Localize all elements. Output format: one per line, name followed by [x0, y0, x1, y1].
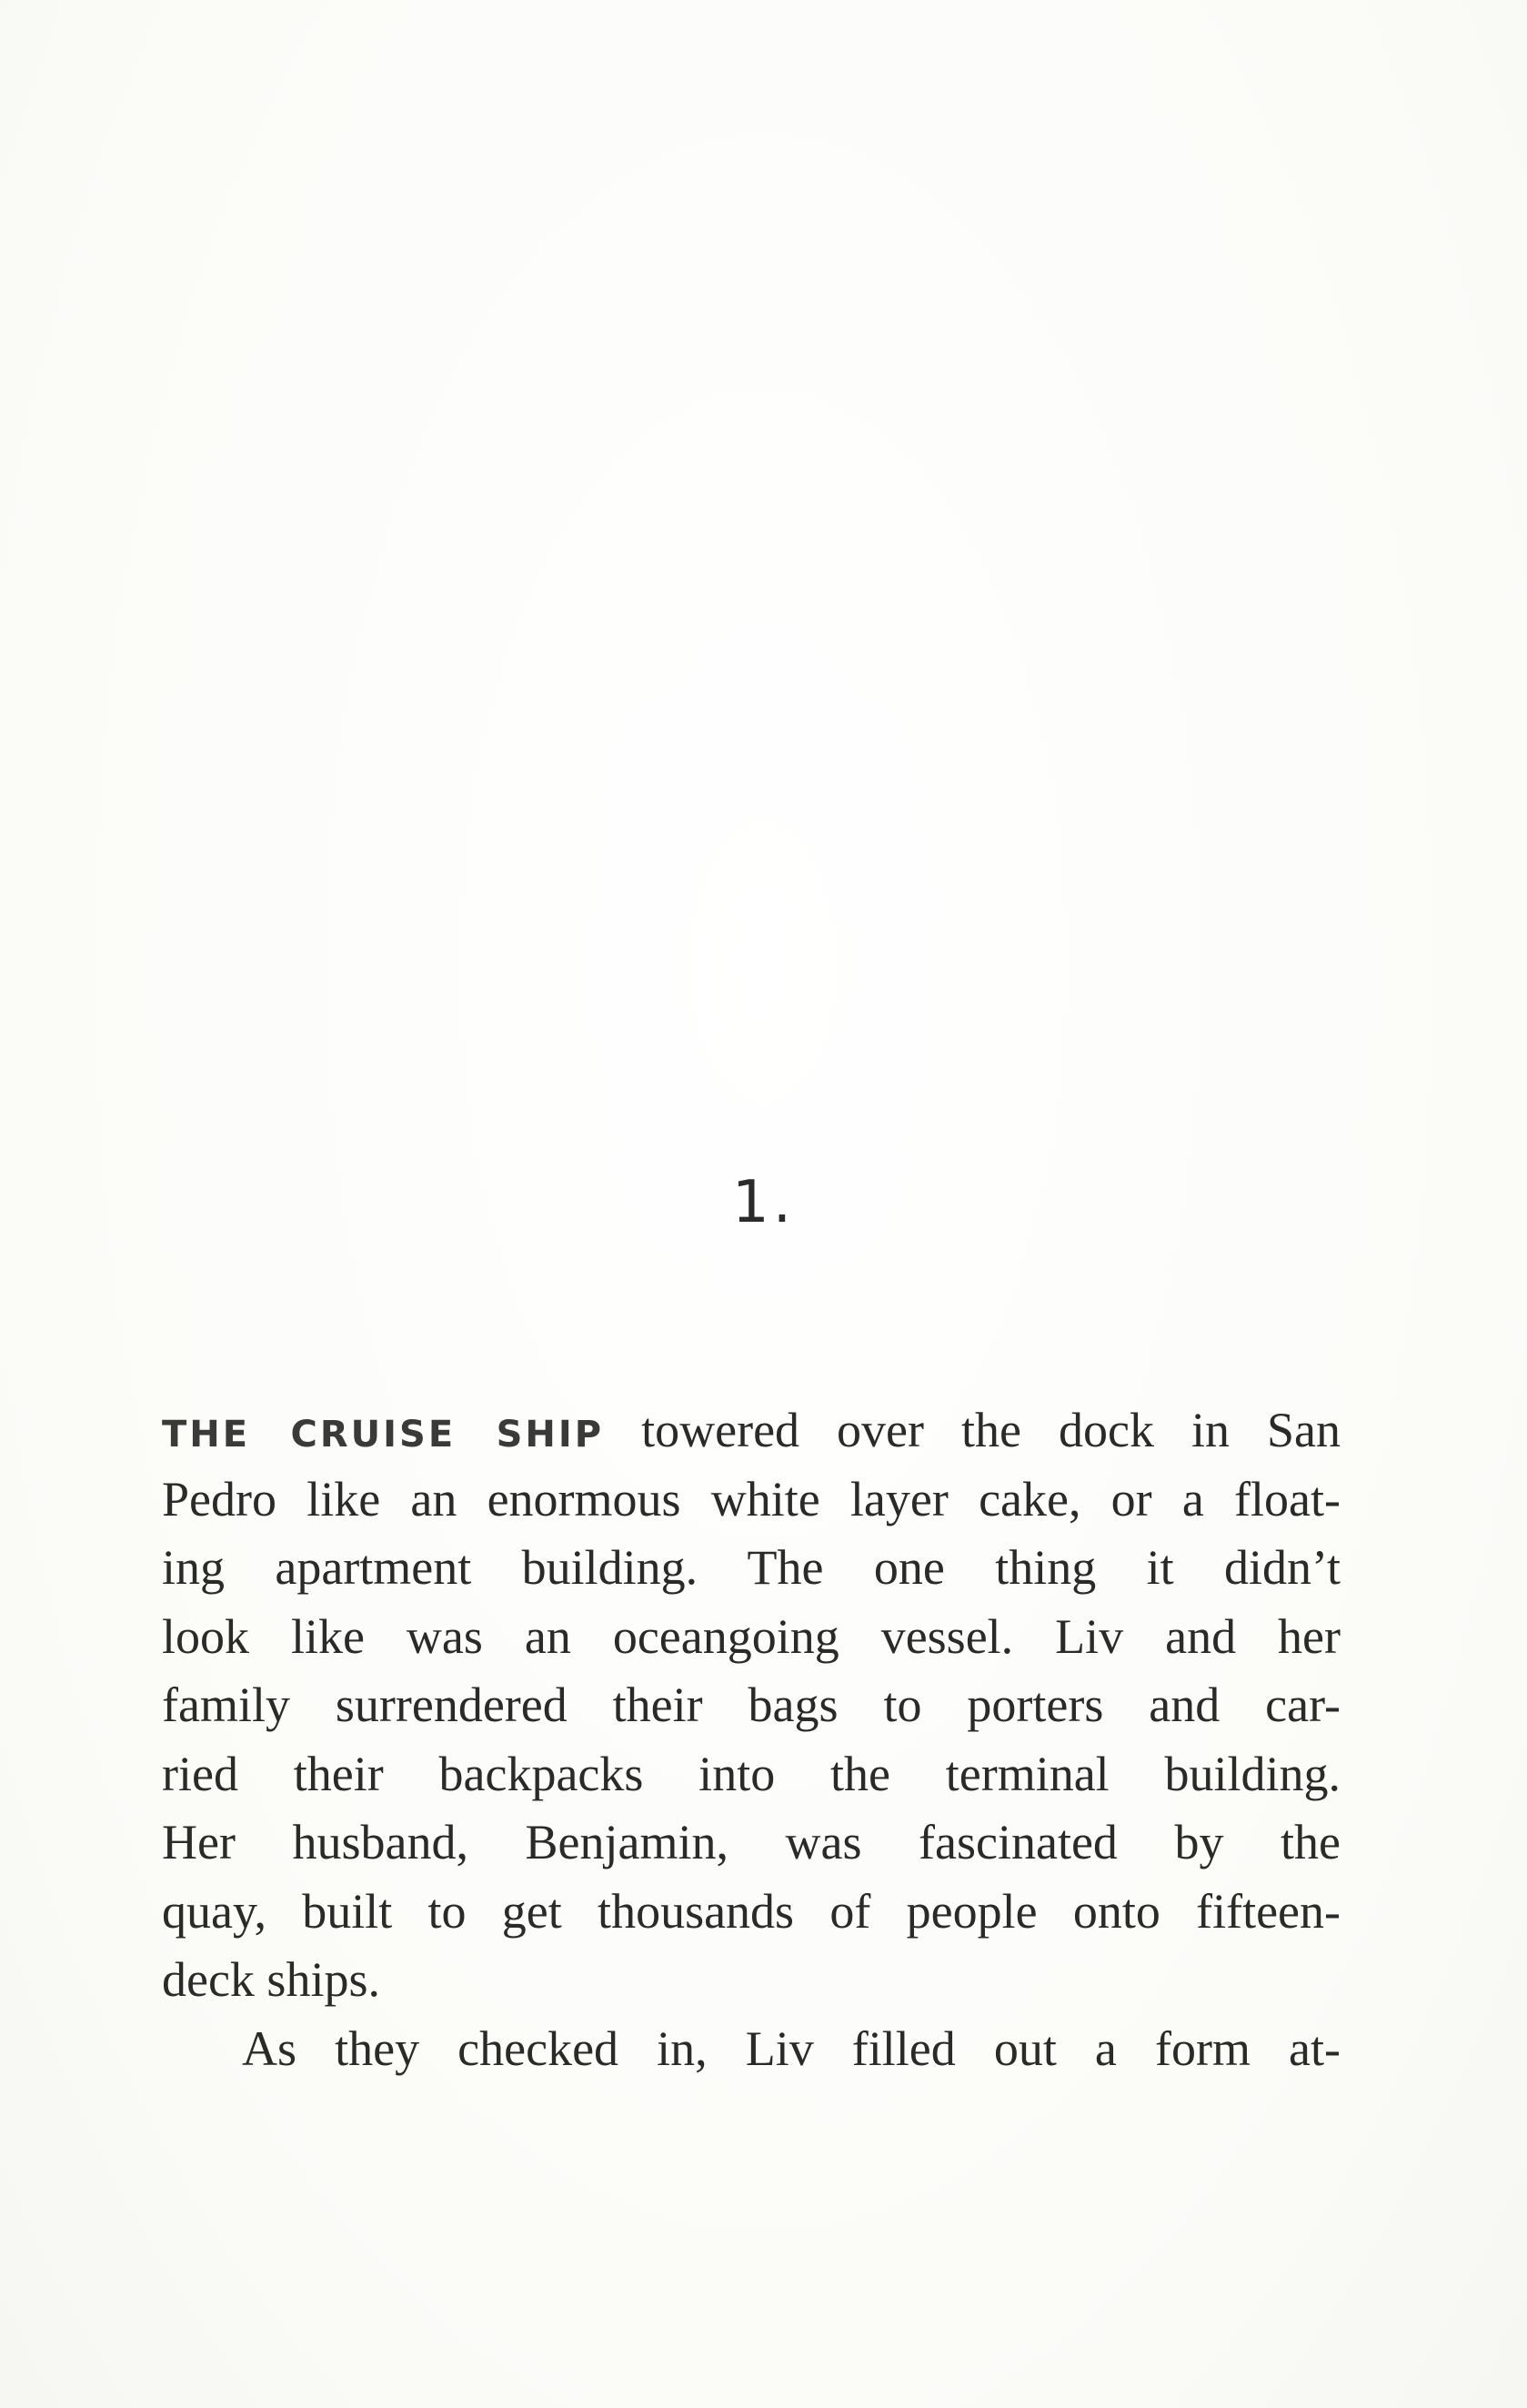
lead-in-small-caps: THE CRUISE SHIP: [162, 1414, 605, 1456]
body-text: [162, 1396, 1341, 2083]
paragraph-1-line-9: deck ships.: [162, 1952, 380, 2007]
line-text: towered over the dock in San: [641, 1403, 1341, 1457]
paragraph-1-line-8: quay, built to get thousands of people onto fifteen-: [162, 1883, 1341, 1939]
chapter-number: 1.: [731, 1169, 796, 1236]
paragraph-1-line-5: family surrendered their bags to porters and car-: [162, 1678, 1341, 1732]
paragraph-2-line-1: As they checked in, Liv filled out a form at-: [242, 2020, 1341, 2076]
paragraph-1-line-3: ing apartment building. The one thing it didn’t: [162, 1540, 1341, 1595]
paragraph-1-line-7: Her husband, Benjamin, was fascinated by the: [162, 1815, 1341, 1869]
paragraph-1-line-4: look like was an oceangoing vessel. Liv and her: [162, 1608, 1341, 1664]
paragraph-1-line-2: Pedro like an enormous white layer cake, or a float-: [162, 1471, 1341, 1526]
paragraph-1-line-6: ried their backpacks into the terminal building.: [162, 1746, 1341, 1801]
paragraph-1-line-1: [162, 1396, 1341, 1466]
